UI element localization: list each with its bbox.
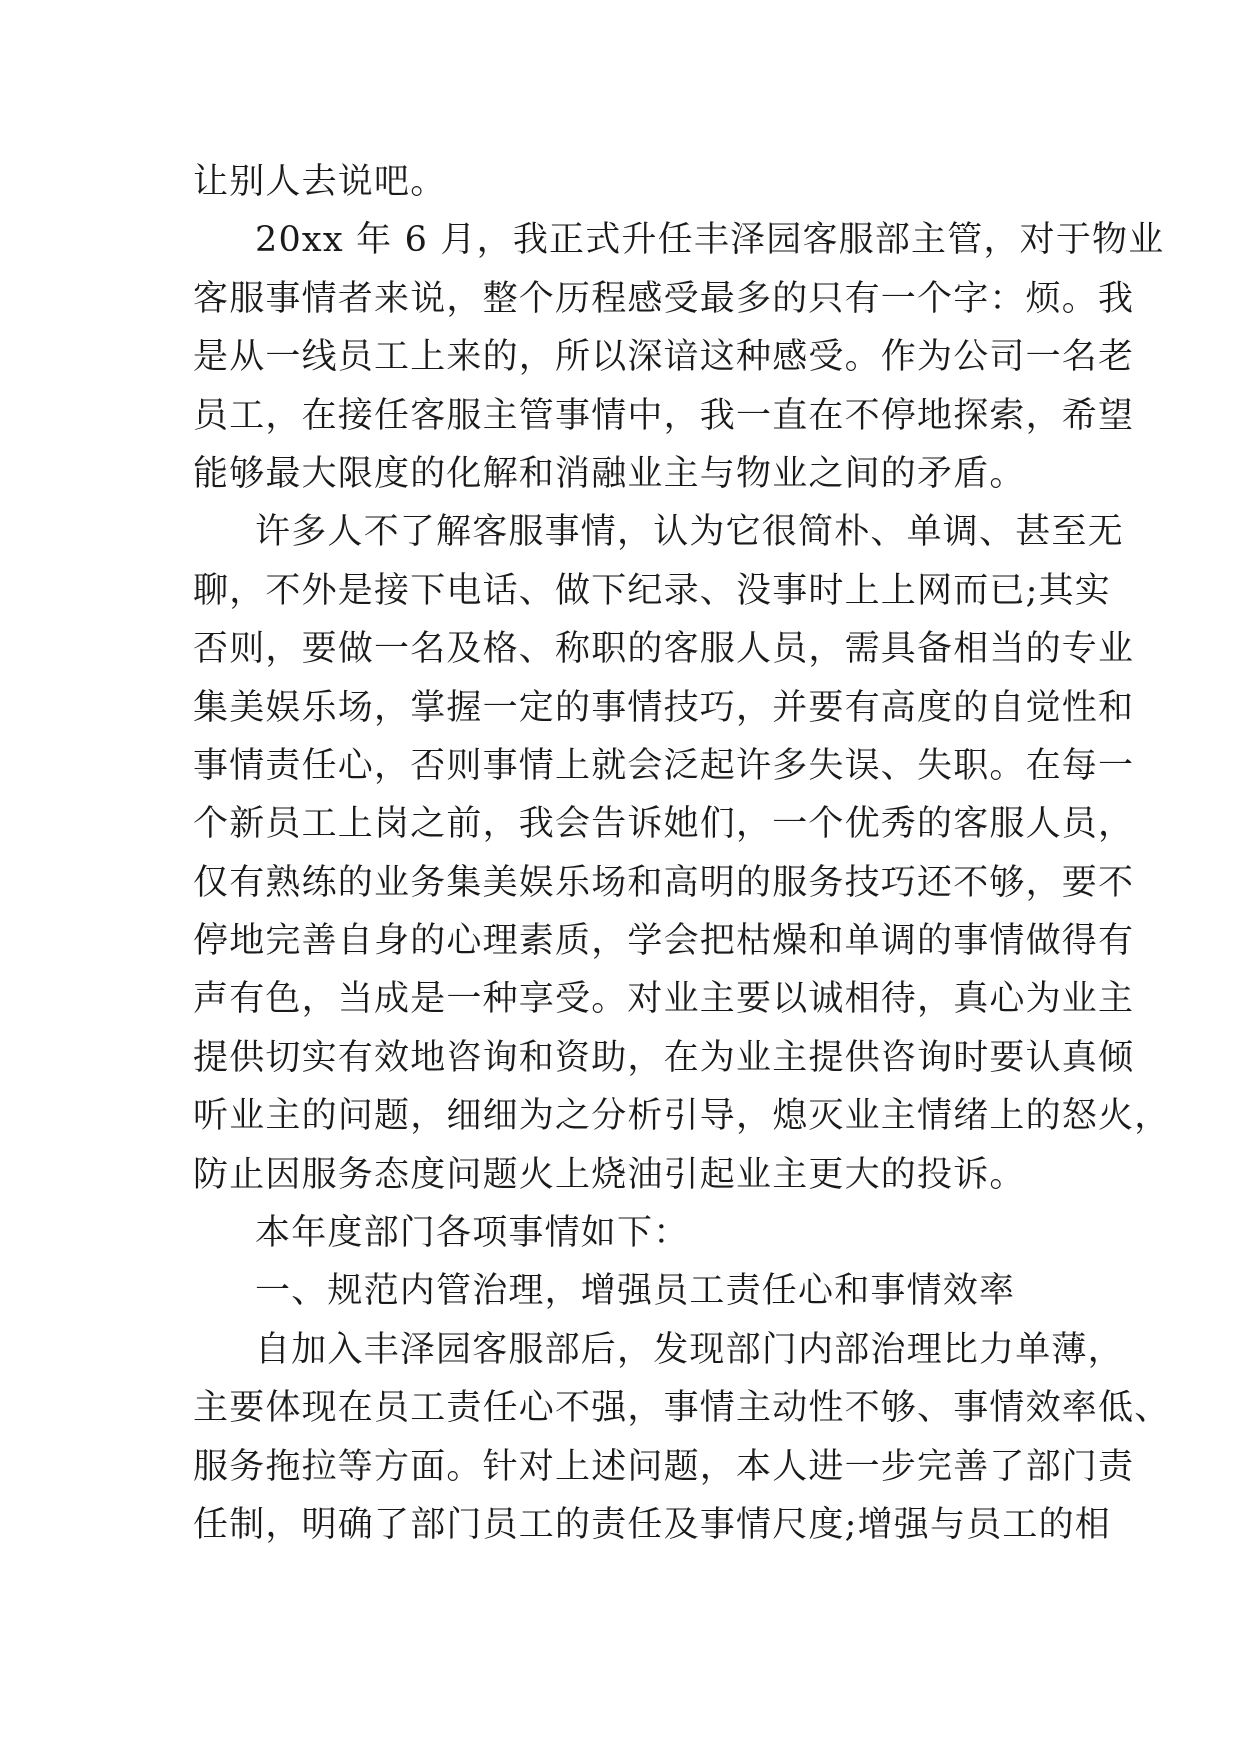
text-line: 自加入丰泽园客服部后，发现部门内部治理比力单薄， [255, 1329, 1124, 1370]
text-line: 能够最大限度的化解和消融业主与物业之间的矛盾。 [193, 453, 1026, 494]
text-line: 听业主的问题，细细为之分析引导，熄灭业主情绪上的怒火， [193, 1096, 1171, 1137]
text-line: 仅有熟练的业务集美娱乐场和高明的服务技巧还不够，要不 [193, 862, 1135, 903]
text-line: 任制，明确了部门员工的责任及事情尺度;增强与员工的相 [193, 1504, 1111, 1545]
text-line: 客服事情者来说，整个历程感受最多的只有一个字：烦。我 [193, 278, 1135, 319]
text-line: 服务拖拉等方面。针对上述问题，本人进一步完善了部门责 [193, 1446, 1135, 1487]
text-line: 是从一线员工上来的，所以深谙这种感受。作为公司一名老 [193, 337, 1135, 378]
text-line: 20xx 年 6 月，我正式升任丰泽园客服部主管，对于物业 [255, 220, 1165, 261]
text-line: 防止因服务态度问题火上烧油引起业主更大的投诉。 [193, 1154, 1026, 1195]
text-line: 聊，不外是接下电话、做下纪录、没事时上上网而已;其实 [193, 570, 1111, 611]
text-line: 停地完善自身的心理素质，学会把枯燥和单调的事情做得有 [193, 921, 1135, 962]
text-line: 让别人去说吧。 [193, 162, 447, 202]
text-line: 提供切实有效地咨询和资助，在为业主提供咨询时要认真倾 [193, 1037, 1135, 1078]
text-line: 主要体现在员工责任心不强，事情主动性不够、事情效率低、 [193, 1388, 1171, 1429]
text-line: 否则，要做一名及格、称职的客服人员，需具备相当的专业 [193, 629, 1135, 670]
body-text [193, 153, 1171, 1554]
text-line: 声有色，当成是一种享受。对业主要以诚相待，真心为业主 [193, 979, 1135, 1020]
text-line: 集美娱乐场，掌握一定的事情技巧，并要有高度的自觉性和 [193, 687, 1135, 728]
text-line: 一、规范内管治理，增强员工责任心和事情效率 [255, 1271, 1016, 1312]
text-line: 事情责任心，否则事情上就会泛起许多失误、失职。在每一 [193, 745, 1135, 786]
text-line: 本年度部门各项事情如下： [255, 1213, 690, 1254]
text-line: 员工，在接任客服主管事情中，我一直在不停地探索，希望 [193, 395, 1135, 436]
text-line: 个新员工上岗之前，我会告诉她们，一个优秀的客服人员， [193, 804, 1135, 845]
text-line: 许多人不了解客服事情，认为它很简朴、单调、甚至无 [255, 512, 1124, 553]
